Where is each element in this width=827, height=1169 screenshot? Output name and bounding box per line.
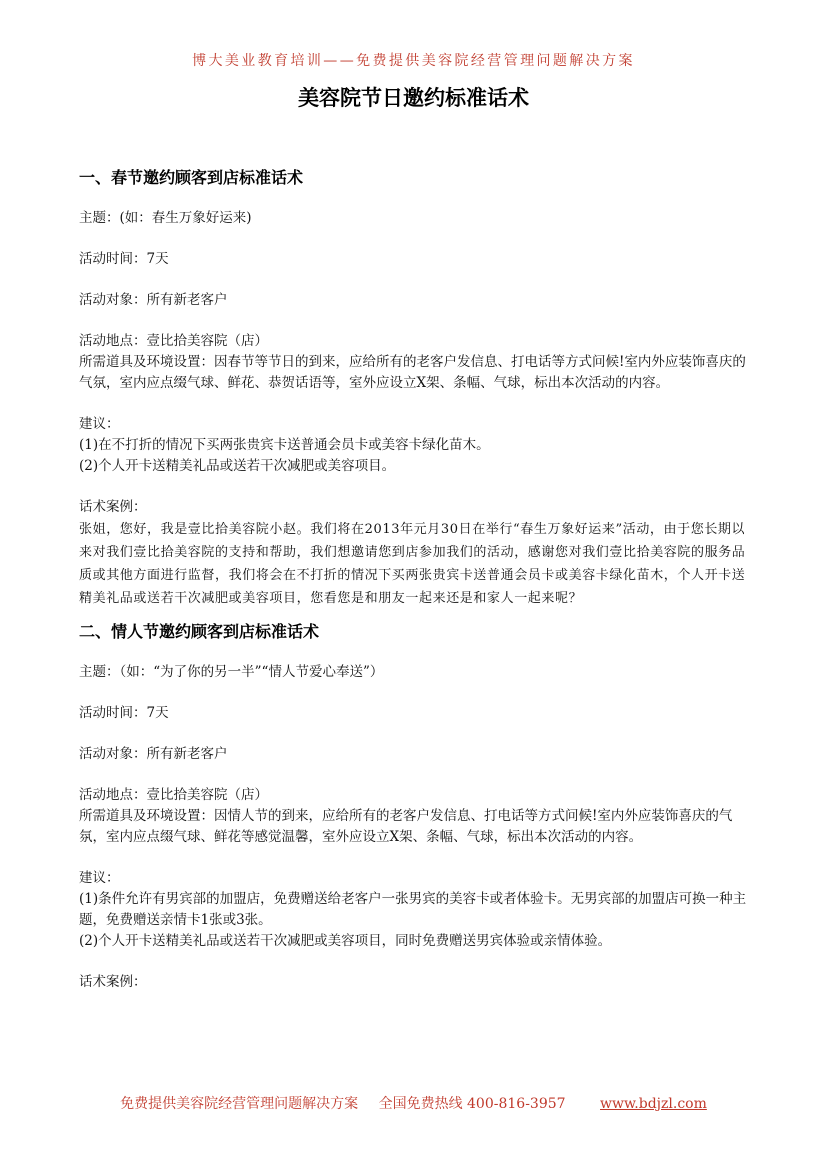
suggestion-item: (2)个人开卡送精美礼品或送若干次减肥或美容项目，同时免费赠送男宾体验或亲情体验。 (79, 933, 612, 949)
section-suggest-label: 建议： (79, 870, 120, 886)
document-title: 美容院节日邀约标准话术 (298, 85, 529, 110)
section-target: 活动对象：所有新老客户 (79, 292, 228, 308)
section-case-label: 话术案例： (79, 499, 147, 515)
section-time: 活动时间：7天 (79, 251, 169, 267)
section-time: 活动时间：7天 (79, 705, 169, 721)
section-target: 活动对象：所有新老客户 (79, 746, 228, 762)
footer-hotline: 全国免费热线 400-816-3957 (378, 1096, 566, 1112)
page-footer (0, 1093, 827, 1113)
section-heading: 一、春节邀约顾客到店标准话术 (79, 168, 304, 187)
footer-slogan: 免费提供美容院经营管理问题解决方案 (120, 1096, 359, 1112)
page-header-banner: 博大美业教育培训——免费提供美容院经营管理问题解决方案 (192, 53, 635, 69)
section-case-label: 话术案例： (79, 974, 147, 990)
suggestion-item: (2)个人开卡送精美礼品或送若干次减肥或美容项目。 (79, 458, 396, 474)
section-place: 活动地点：壹比拾美容院（店） (79, 333, 268, 349)
section-place: 活动地点：壹比拾美容院（店） (79, 787, 268, 803)
section-heading: 二、情人节邀约顾客到店标准话术 (79, 622, 320, 641)
suggestion-item: (1)在不打折的情况下买两张贵宾卡送普通会员卡或美容卡绿化苗木。 (79, 437, 490, 453)
section-suggest-label: 建议： (79, 416, 120, 432)
section-theme: 主题：（如：“为了你的另一半”“情人节爱心奉送”） (79, 664, 384, 680)
section-case-text: 张姐，您好，我是壹比拾美容院小赵。我们将在2013年元月30日在举行“春生万象好运来”活动，由于您长期以来对我们壹比拾美容院的支持和帮助，我们想邀请您到店参加我们的活动，感谢您对我们壹比拾美容院的服务品质或其他方面进行监督，我们将会在不打折的情况下买两张贵宾卡送普通会员卡或美容卡绿化苗木，个人开卡送精美礼品或送若干次减肥或美容项目，您看您是和朋友一起来还是和家人一起来呢？ (79, 522, 746, 606)
suggestion-item: (1)条件允许有男宾部的加盟店，免费赠送给老客户一张男宾的美容卡或者体验卡。无男宾部的加盟店可换一种主题，免费赠送亲情卡1张或3张。 (79, 891, 747, 928)
document-body (79, 166, 749, 993)
section-props: 所需道具及环境设置：因情人节的到来，应给所有的老客户发信息、打电话等方式问候!室内外应装饰喜庆的气氛，室内应点缀气球、鲜花等感觉温馨，室外应设立X架、条幅、气球，标出本次活动的内容。 (79, 808, 733, 845)
section-props: 所需道具及环境设置：因春节等节日的到来，应给所有的老客户发信息、打电话等方式问候!室内外应装饰喜庆的气氛，室内应点缀气球、鲜花、恭贺话语等，室外应设立X架、条幅、气球，标出本次活动的内容。 (79, 354, 746, 391)
footer-url-link[interactable]: www.bdjzl.com (600, 1096, 707, 1112)
section-theme: 主题：(如：春生万象好运来) (79, 210, 252, 226)
